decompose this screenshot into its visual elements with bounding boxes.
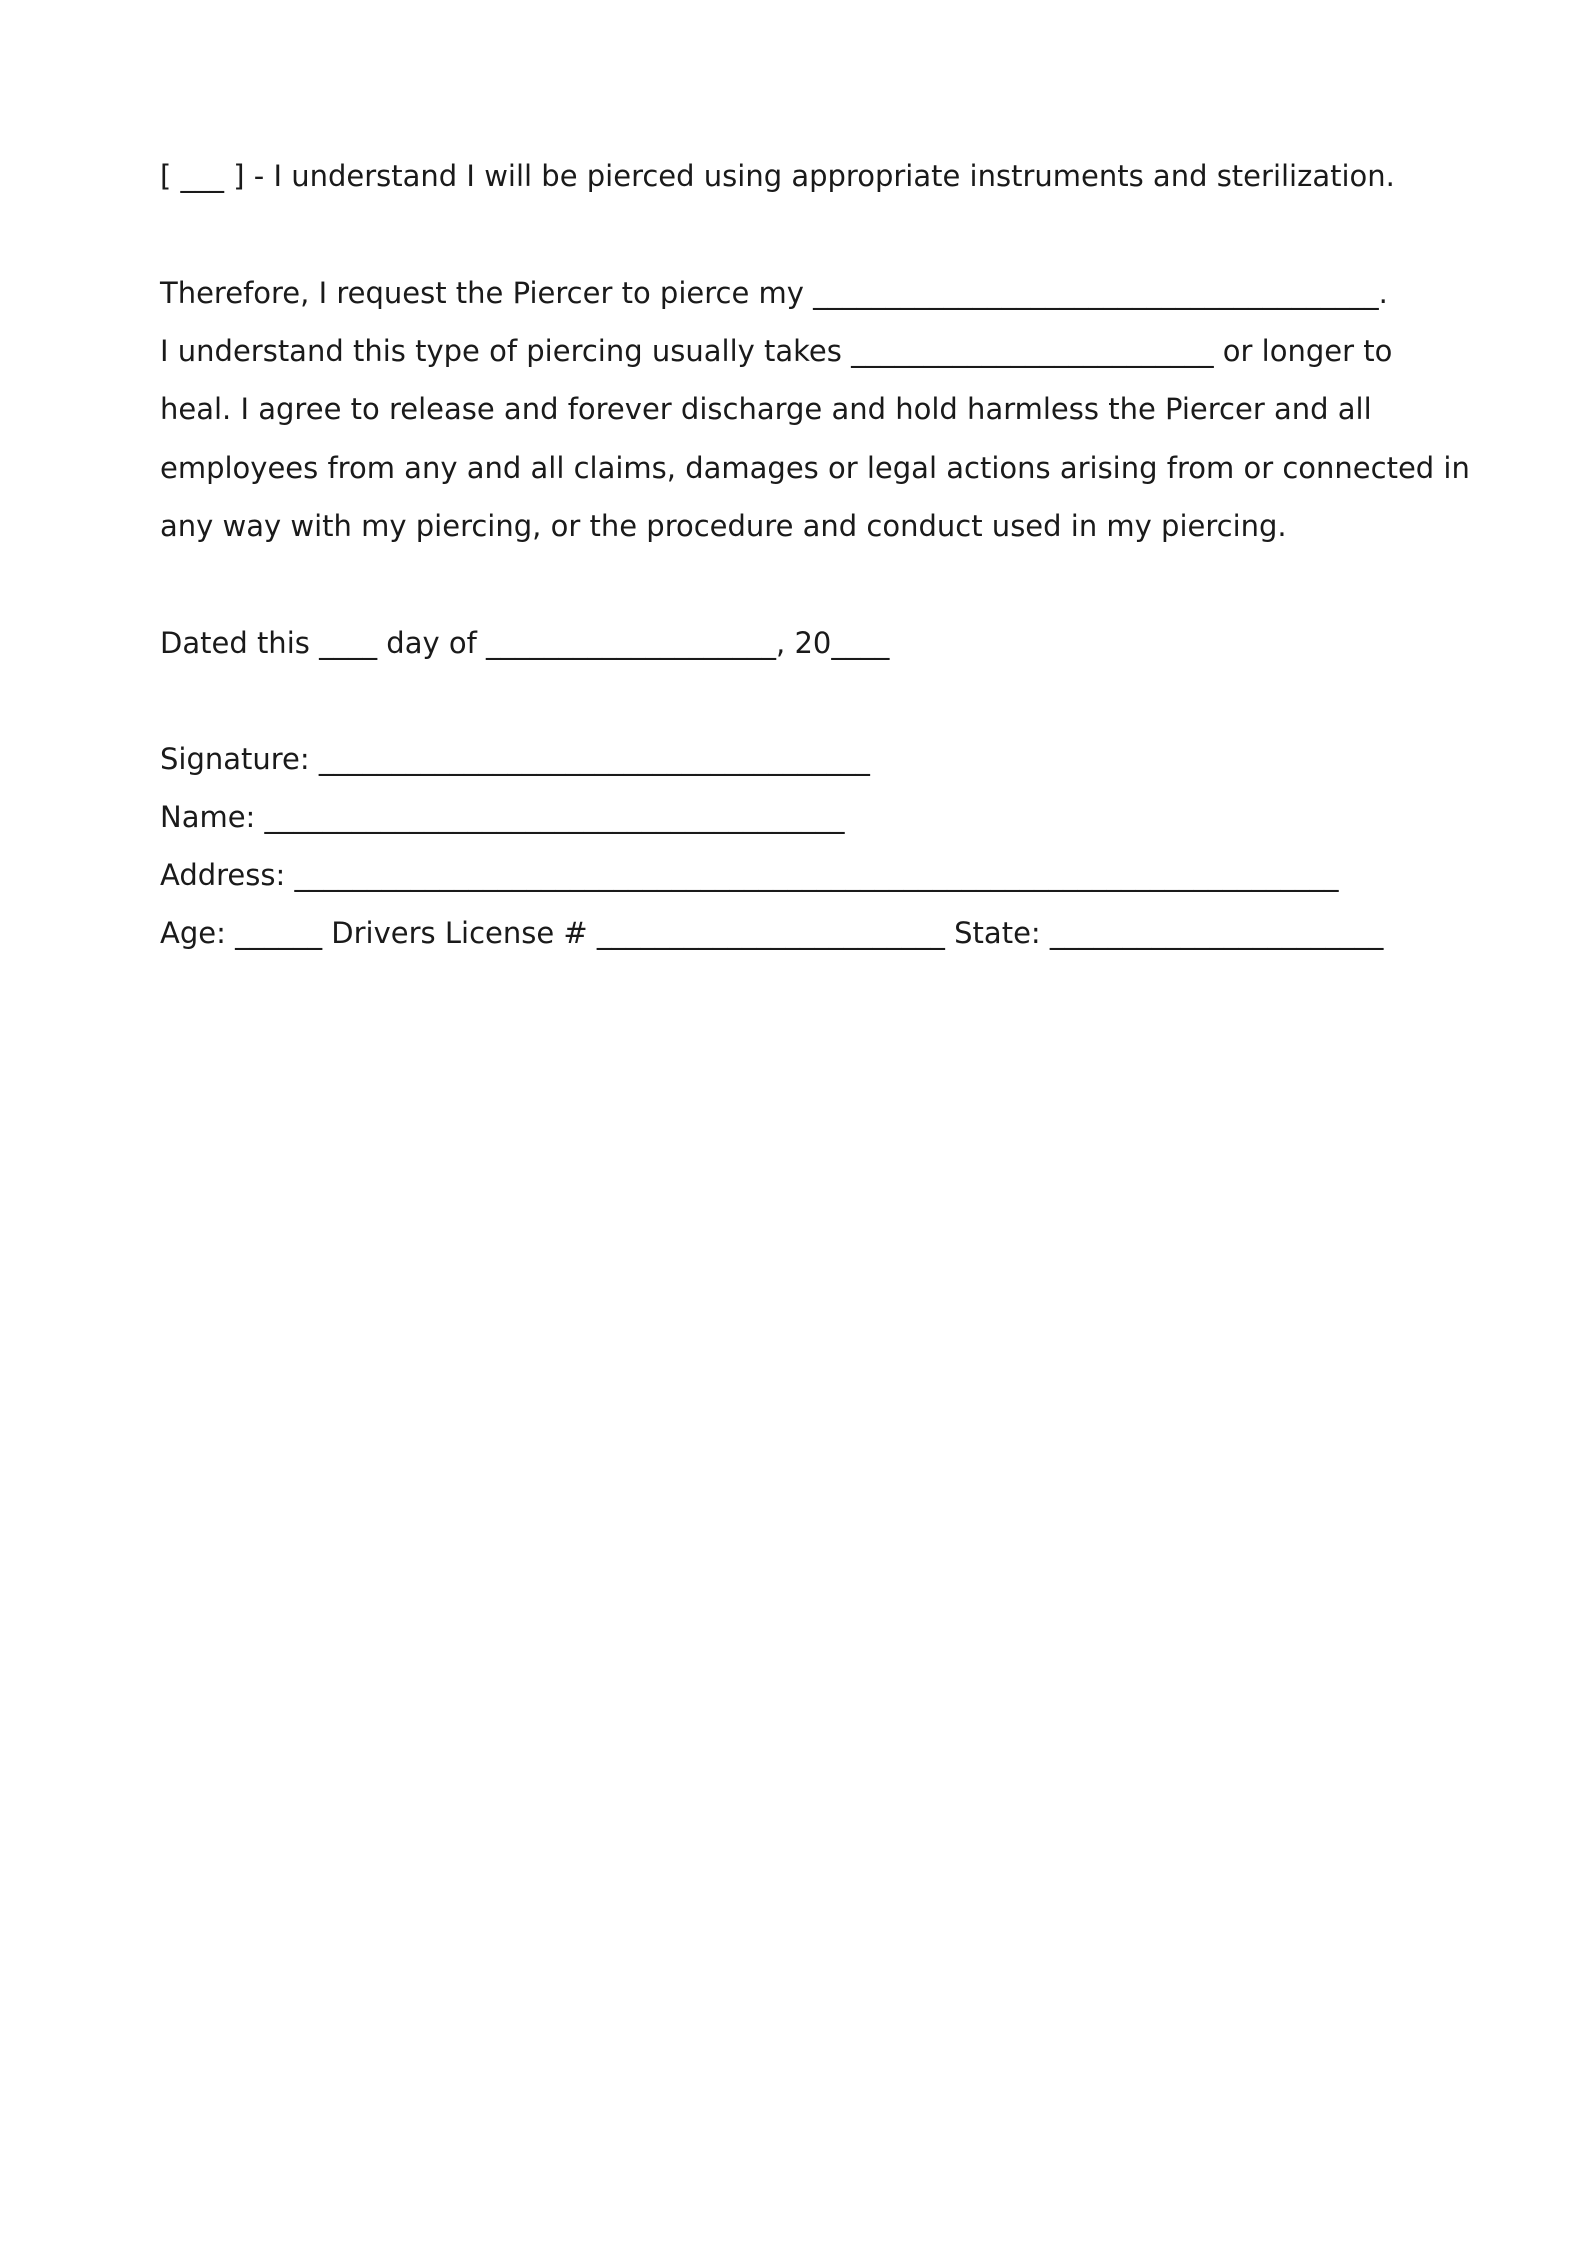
dated-line: Dated this ____ day of ____________________, 20____ [160,626,890,660]
name-line: Name: ________________________________________ [160,800,845,834]
release-line-2: employees from any and all claims, damages or legal actions arising from or connected in [160,451,1470,485]
piercing-request-line: Therefore, I request the Piercer to pierce my _______________________________________. [160,276,1388,310]
release-line-3: any way with my piercing, or the procedure and conduct used in my piercing. [160,509,1287,543]
address-line: Address: ________________________________________________________________________ [160,858,1339,892]
release-line-1: heal. I agree to release and forever discharge and hold harmless the Piercer and all [160,392,1372,426]
age-license-state-line: Age: ______ Drivers License # ________________________ State: _______________________ [160,916,1384,950]
healing-time-line: I understand this type of piercing usually takes _________________________ or longer to [160,334,1393,368]
signature-line: Signature: ______________________________________ [160,742,870,776]
sterilization-acknowledgement: [ ___ ] - I understand I will be pierced using appropriate instruments and sterilization. [160,159,1395,193]
